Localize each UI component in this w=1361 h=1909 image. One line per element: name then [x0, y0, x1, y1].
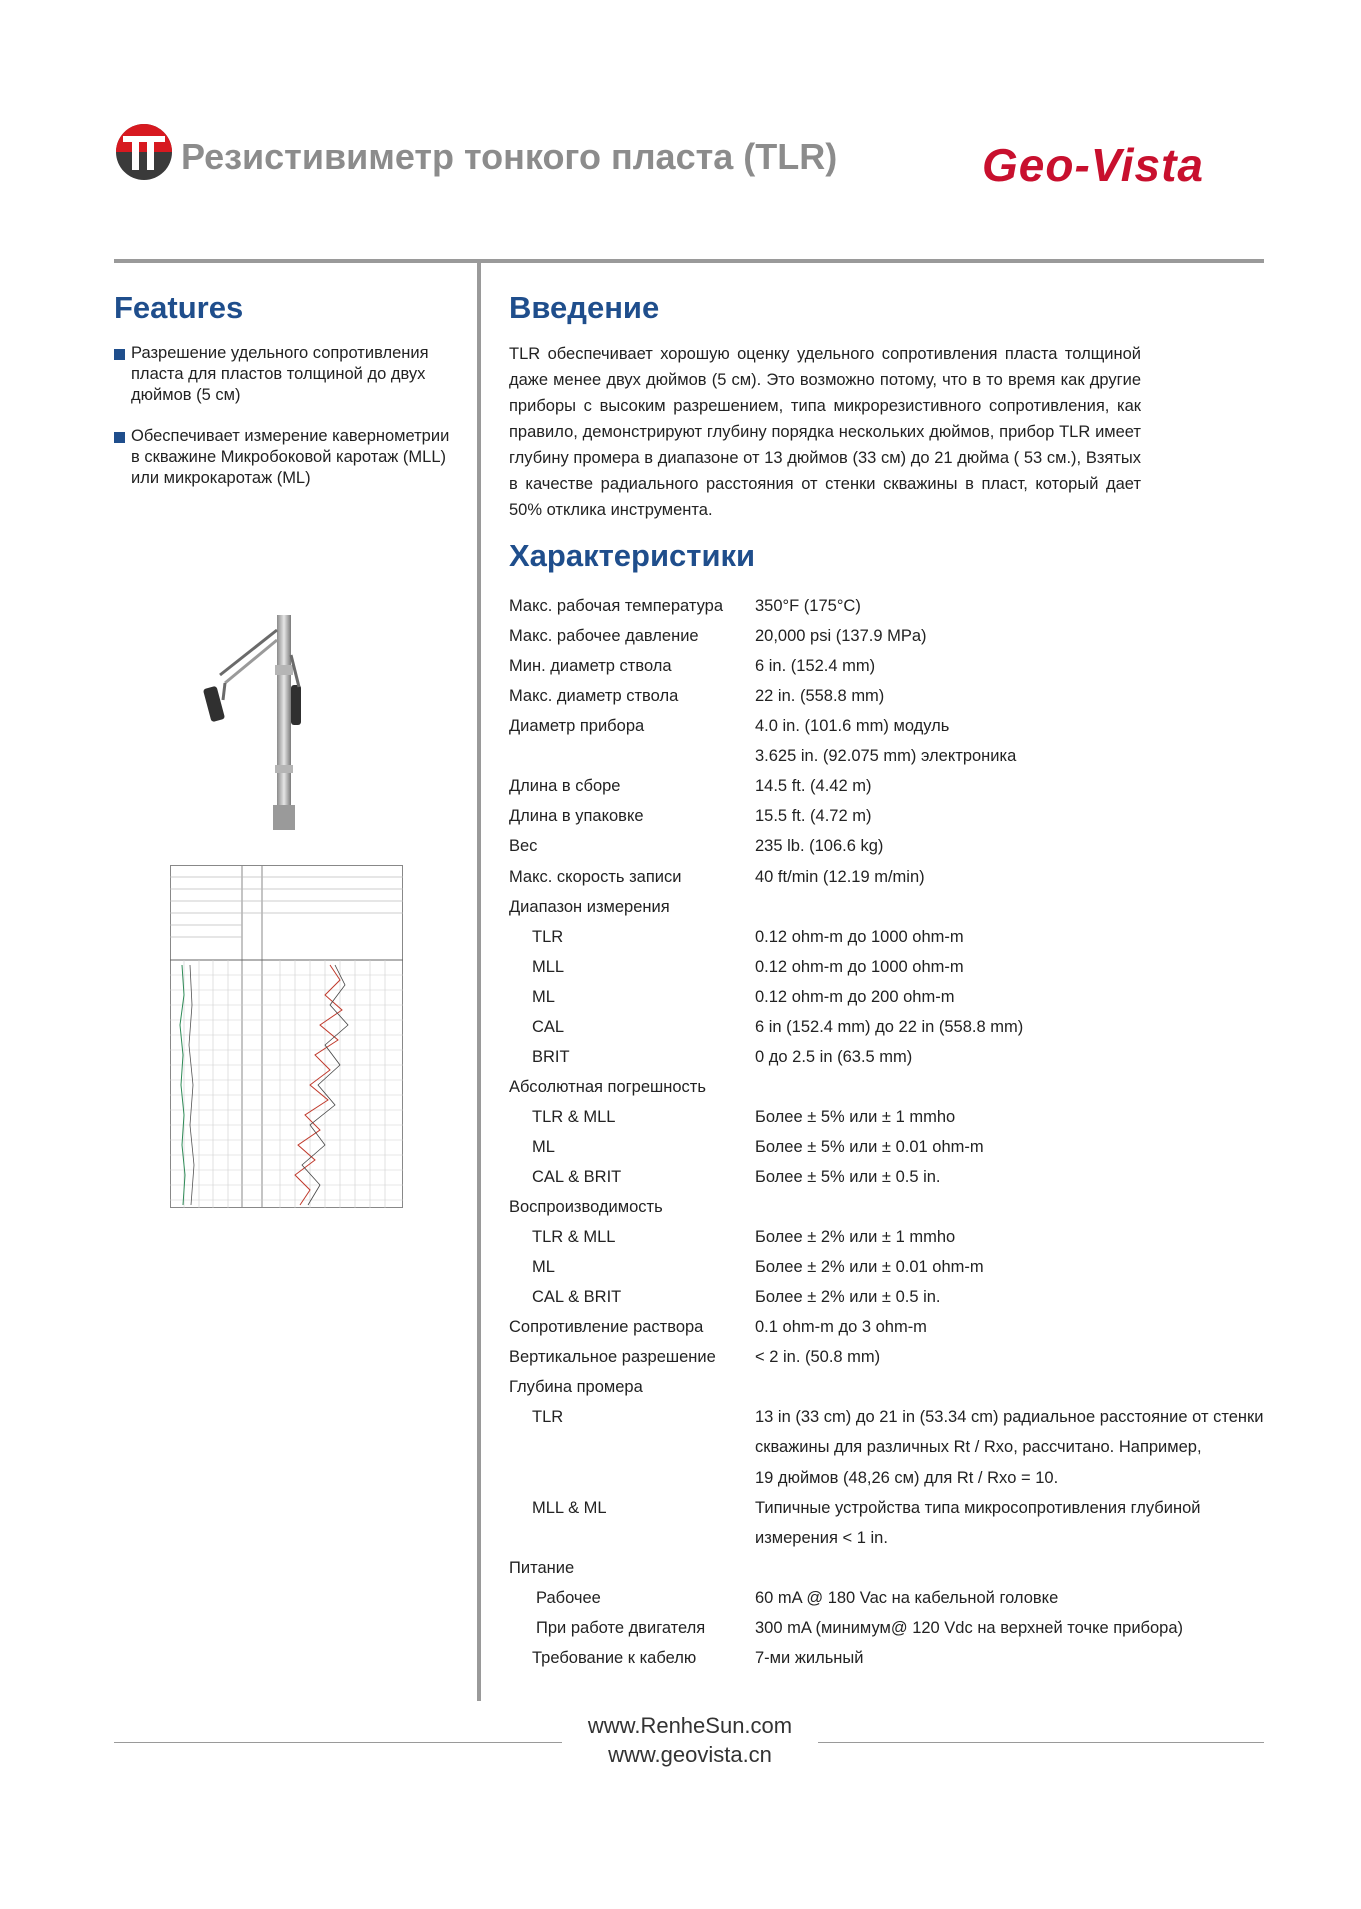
spec-label: Диапазон измерения: [509, 897, 670, 916]
footer-divider: [818, 1742, 1264, 1743]
spec-value: 40 ft/min (12.19 m/min): [755, 867, 925, 886]
specs-heading: Характеристики: [509, 538, 756, 573]
spec-label: Требование к кабелю: [532, 1648, 697, 1667]
intro-heading: Введение: [509, 290, 660, 325]
spec-label: Длина в сборе: [509, 777, 621, 796]
spec-value: 4.0 in. (101.6 mm) модуль: [755, 717, 950, 736]
spec-label: Рабочее: [536, 1588, 601, 1607]
spec-label: Длина в упаковке: [509, 807, 644, 826]
footer-divider: [114, 1742, 562, 1743]
spec-label: ML: [532, 1137, 555, 1156]
feature-item: [114, 426, 459, 489]
intro-paragraph: TLR обеспечивает хорошую оценку удельного сопротивления пласта толщиной даже менее двух дюймов (5 см). Это возможно потому, что в то время как другие приборы с высоким разрешением, типа микрорезистивного сопротивления, как правило, демонстрируют глубину порядка нескольких дюймов, прибор TLR имеет глубину промера в диапазоне от 13 дюймов (33 см) до 21 дюйма ( 53 см.), Взятых в качестве радиального расстояния от стенки скважины в пласт, который дает 50% отклика инструмента.: [509, 345, 1141, 519]
spec-label: CAL & BRIT: [532, 1168, 622, 1186]
company-logo: [114, 122, 174, 182]
spec-value: измерения < 1 in.: [755, 1528, 888, 1547]
tool-photo: [195, 615, 325, 830]
spec-label: ML: [532, 1258, 555, 1277]
header-divider: [114, 259, 1264, 263]
spec-label: TLR: [532, 1408, 564, 1427]
spec-value: 0.12 ohm-m до 1000 ohm-m: [755, 927, 964, 946]
spec-label: MLL & ML: [532, 1498, 607, 1517]
spec-label: MLL: [532, 957, 565, 976]
feature-text: Обеспечивает измерение кавернометрии в скважине Микробоковой каротаж (MLL) или микрокаротаж (ML): [131, 427, 450, 487]
spec-value: 0.1 ohm-m до 3 ohm-m: [755, 1318, 927, 1337]
spec-label: Воспроизводимость: [509, 1198, 663, 1216]
spec-value: 0 до 2.5 in (63.5 mm): [755, 1047, 913, 1066]
spec-value: 6 in. (152.4 mm): [755, 657, 876, 676]
spec-label: ML: [532, 987, 555, 1006]
spec-label: Сопротивление раствора: [509, 1318, 704, 1337]
brand-logo: Geo-Vista: [982, 139, 1205, 191]
spec-label: TLR: [532, 927, 564, 946]
spec-value: Более ± 2% или ± 0.01 ohm-m: [755, 1258, 984, 1277]
spec-value: Более ± 5% или ± 1 mmho: [755, 1107, 956, 1126]
spec-label: Макс. рабочая температура: [509, 597, 723, 615]
spec-value: Более ± 2% или ± 1 mmho: [755, 1228, 956, 1247]
spec-value: 14.5 ft. (4.42 m): [755, 777, 872, 796]
spec-value: 235 lb. (106.6 kg): [755, 837, 884, 856]
spec-label: Вертикальное разрешение: [509, 1348, 716, 1367]
spec-label: При работе двигателя: [536, 1618, 706, 1637]
spec-label: CAL: [532, 1017, 565, 1036]
feature-text: Разрешение удельного сопротивления пласта для пластов толщиной до двух дюймов (5 см): [131, 344, 429, 404]
features-heading: Features: [114, 290, 244, 325]
square-bullet-icon: [114, 349, 125, 360]
spec-value: 3.625 in. (92.075 mm) электроника: [755, 747, 1017, 766]
log-chart-image: [170, 865, 403, 1208]
spec-value: Более ± 2% или ± 0.5 in.: [755, 1288, 941, 1307]
spec-label: Диаметр прибора: [509, 717, 645, 736]
spec-value: скважины для различных Rt / Rxo, рассчитано. Например,: [755, 1438, 1202, 1457]
spec-value: 0.12 ohm-m до 1000 ohm-m: [755, 957, 964, 976]
footer-link-renhesun[interactable]: www.RenheSun.com: [587, 1713, 793, 1738]
spec-value: Типичные устройства типа микросопротивления глубиной: [755, 1498, 1201, 1517]
spec-value: 350°F (175°C): [755, 597, 861, 615]
spec-value: 6 in (152.4 mm) до 22 in (558.8 mm): [755, 1017, 1024, 1036]
footer-link-geovista[interactable]: www.geovista.cn: [608, 1742, 772, 1767]
column-divider: [477, 259, 481, 1701]
spec-label: Глубина промера: [509, 1378, 643, 1397]
feature-item: [114, 343, 459, 406]
spec-label: TLR & MLL: [532, 1228, 616, 1247]
spec-label: Макс. скорость записи: [509, 867, 682, 886]
spec-label: CAL & BRIT: [532, 1288, 622, 1307]
spec-label: Вес: [509, 837, 538, 856]
spec-value: 15.5 ft. (4.72 m): [755, 807, 872, 826]
spec-value: 7-ми жильный: [755, 1648, 864, 1667]
spec-value: < 2 in. (50.8 mm): [755, 1348, 881, 1367]
spec-value: Более ± 5% или ± 0.5 in.: [755, 1168, 941, 1186]
spec-value: 13 in (33 cm) до 21 in (53.34 cm) радиальное расстояние от стенки: [755, 1408, 1264, 1427]
spec-value: 20,000 psi (137.9 MPa): [755, 627, 927, 645]
square-bullet-icon: [114, 432, 125, 443]
spec-value: 0.12 ohm-m до 200 ohm-m: [755, 987, 955, 1006]
spec-label: BRIT: [532, 1047, 570, 1066]
page-title: Резистивиметр тонкого пласта (TLR): [181, 136, 838, 177]
spec-value: 300 mA (минимум@ 120 Vdc на верхней точке прибора): [755, 1618, 1184, 1637]
spec-label: Абсолютная погрешность: [509, 1077, 706, 1096]
spec-label: Макс. диаметр ствола: [509, 687, 679, 706]
spec-label: Мин. диаметр ствола: [509, 657, 672, 676]
spec-value: Более ± 5% или ± 0.01 ohm-m: [755, 1137, 984, 1156]
spec-label: Макс. рабочее давление: [509, 627, 699, 645]
spec-value: 22 in. (558.8 mm): [755, 687, 885, 706]
spec-label: Питание: [509, 1558, 575, 1577]
spec-value: 60 mA @ 180 Vac на кабельной головке: [755, 1588, 1059, 1607]
spec-label: TLR & MLL: [532, 1107, 616, 1126]
spec-value: 19 дюймов (48,26 см) для Rt / Rxo = 10.: [755, 1468, 1059, 1487]
